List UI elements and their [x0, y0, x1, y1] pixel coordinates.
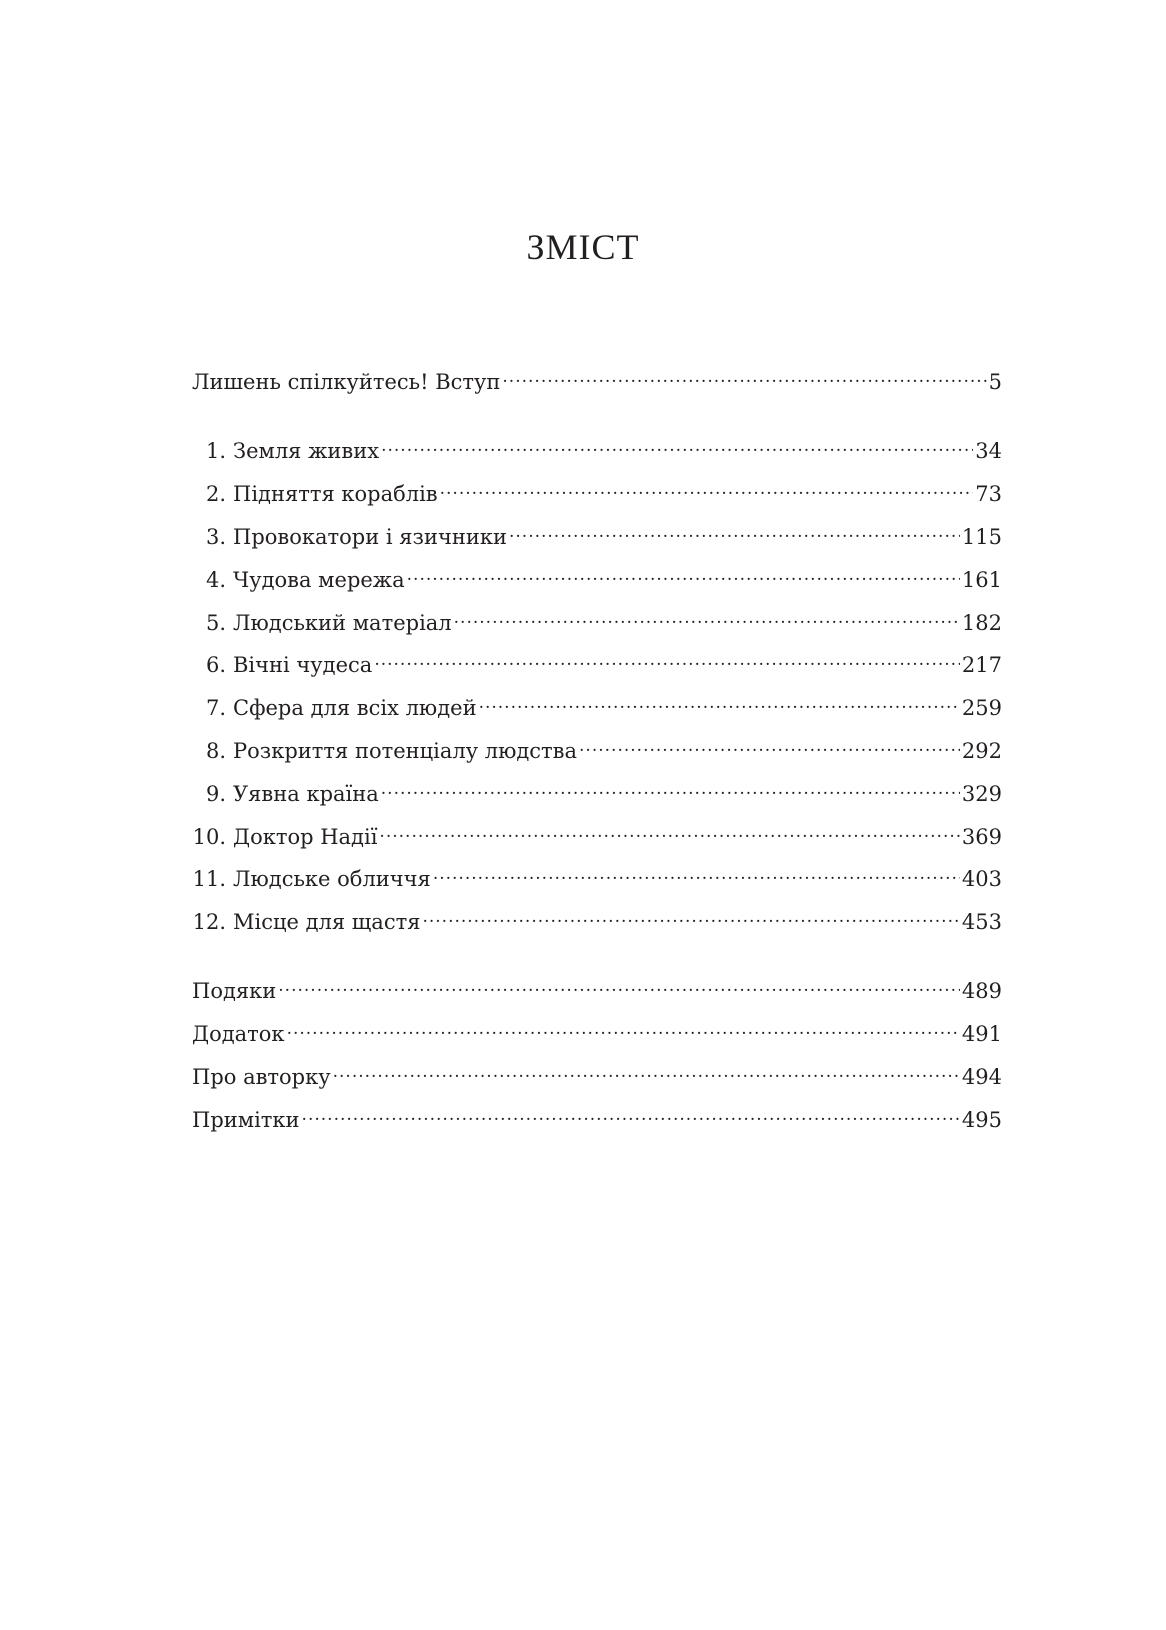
chapter-number: 6. — [205, 653, 226, 677]
toc-entry-chapter-11 — [192, 856, 1002, 891]
toc-entry-label: Примітки — [192, 1108, 300, 1132]
dot-leader — [579, 728, 960, 758]
toc-entry-label: Підняття кораблів — [233, 482, 438, 506]
dot-leader — [433, 856, 960, 886]
chapter-number: 7. — [205, 696, 226, 720]
dot-leader — [509, 514, 960, 544]
dot-leader — [333, 1054, 960, 1084]
toc-entry-chapter-4 — [192, 557, 1002, 592]
toc-entry-label: Чудова мережа — [233, 568, 405, 592]
toc-entry-page: 453 — [961, 910, 1002, 934]
toc-entry-page: 217 — [961, 653, 1002, 677]
chapter-number: 2. — [205, 482, 226, 506]
toc-entry-label: Розкриття потенціалу людства — [233, 739, 578, 763]
toc-entry-chapter-3 — [192, 514, 1002, 549]
toc-entry-label: Людський матеріал — [233, 611, 452, 635]
toc-entry-label: Місце для щастя — [233, 910, 421, 934]
toc-entry-label: Додаток — [192, 1022, 285, 1046]
toc-entry-chapter-1 — [192, 428, 1002, 463]
dot-leader — [440, 471, 974, 501]
toc-entry-page: 495 — [961, 1108, 1002, 1132]
toc-entry-chapter-2 — [192, 471, 1002, 506]
toc-entry-label: Про авторку — [192, 1065, 331, 1089]
dot-leader — [287, 1011, 960, 1041]
toc-entry-label: Подяки — [192, 979, 277, 1003]
toc-entry-label: Земля живих — [233, 439, 380, 463]
dot-leader — [278, 968, 960, 998]
toc-entry-notes — [192, 1097, 1002, 1132]
toc-entry-page: 494 — [961, 1065, 1002, 1089]
toc-entry-page: 5 — [988, 370, 1002, 394]
chapter-number: 10. — [192, 825, 226, 849]
toc-entry-label: Доктор Надії — [233, 825, 378, 849]
toc-entry-page: 115 — [961, 525, 1002, 549]
toc-entry-page: 369 — [961, 825, 1002, 849]
chapter-number: 5. — [205, 611, 226, 635]
toc-entry-label: Сфера для всіх людей — [233, 696, 477, 720]
toc-entry-page: 403 — [961, 867, 1002, 891]
dot-leader — [381, 771, 960, 801]
toc-entry-chapter-10 — [192, 814, 1002, 849]
toc-entry-page: 329 — [961, 782, 1002, 806]
toc-entry-chapter-6 — [192, 642, 1002, 677]
toc-entry-page: 491 — [961, 1022, 1002, 1046]
dot-leader — [422, 899, 959, 929]
toc-entry-page: 73 — [975, 482, 1002, 506]
chapter-number: 9. — [205, 782, 226, 806]
page-title: ЗМІСТ — [526, 227, 640, 267]
toc-entry-chapter-12 — [192, 899, 1002, 934]
chapter-number: 8. — [205, 739, 226, 763]
dot-leader — [379, 814, 959, 844]
chapter-number: 4. — [205, 568, 226, 592]
dot-leader — [454, 600, 960, 630]
dot-leader — [302, 1097, 960, 1127]
dot-leader — [479, 685, 960, 715]
toc-entry-chapter-7 — [192, 685, 1002, 720]
chapter-number: 12. — [192, 910, 226, 934]
toc-entry-label: Уявна країна — [233, 782, 379, 806]
toc-entry-acknowledgements — [192, 968, 1002, 1003]
chapter-number: 11. — [192, 867, 226, 891]
toc-entry-page: 292 — [961, 739, 1002, 763]
toc-entry-page: 259 — [961, 696, 1002, 720]
toc-entry-chapter-9 — [192, 771, 1002, 806]
toc-entry-label: Людське обличчя — [233, 867, 431, 891]
toc-entry-intro — [192, 359, 1002, 394]
toc-entry-page: 34 — [975, 439, 1002, 463]
dot-leader — [407, 557, 960, 587]
toc-entry-chapter-5 — [192, 600, 1002, 635]
chapter-number: 3. — [205, 525, 226, 549]
dot-leader — [502, 359, 986, 389]
dot-leader — [374, 642, 960, 672]
chapter-number: 1. — [205, 439, 226, 463]
toc-entry-label: Вічні чудеса — [233, 653, 373, 677]
toc-entry-page: 182 — [961, 611, 1002, 635]
toc-entry-label: Лишень спілкуйтесь! Вступ — [192, 370, 501, 394]
toc-entry-appendix — [192, 1011, 1002, 1046]
toc-entry-chapter-8 — [192, 728, 1002, 763]
dot-leader — [381, 428, 973, 458]
toc-entry-about-author — [192, 1054, 1002, 1089]
toc-entry-page: 161 — [961, 568, 1002, 592]
toc-entry-page: 489 — [961, 979, 1002, 1003]
toc-entry-label: Провокатори і язичники — [233, 525, 507, 549]
